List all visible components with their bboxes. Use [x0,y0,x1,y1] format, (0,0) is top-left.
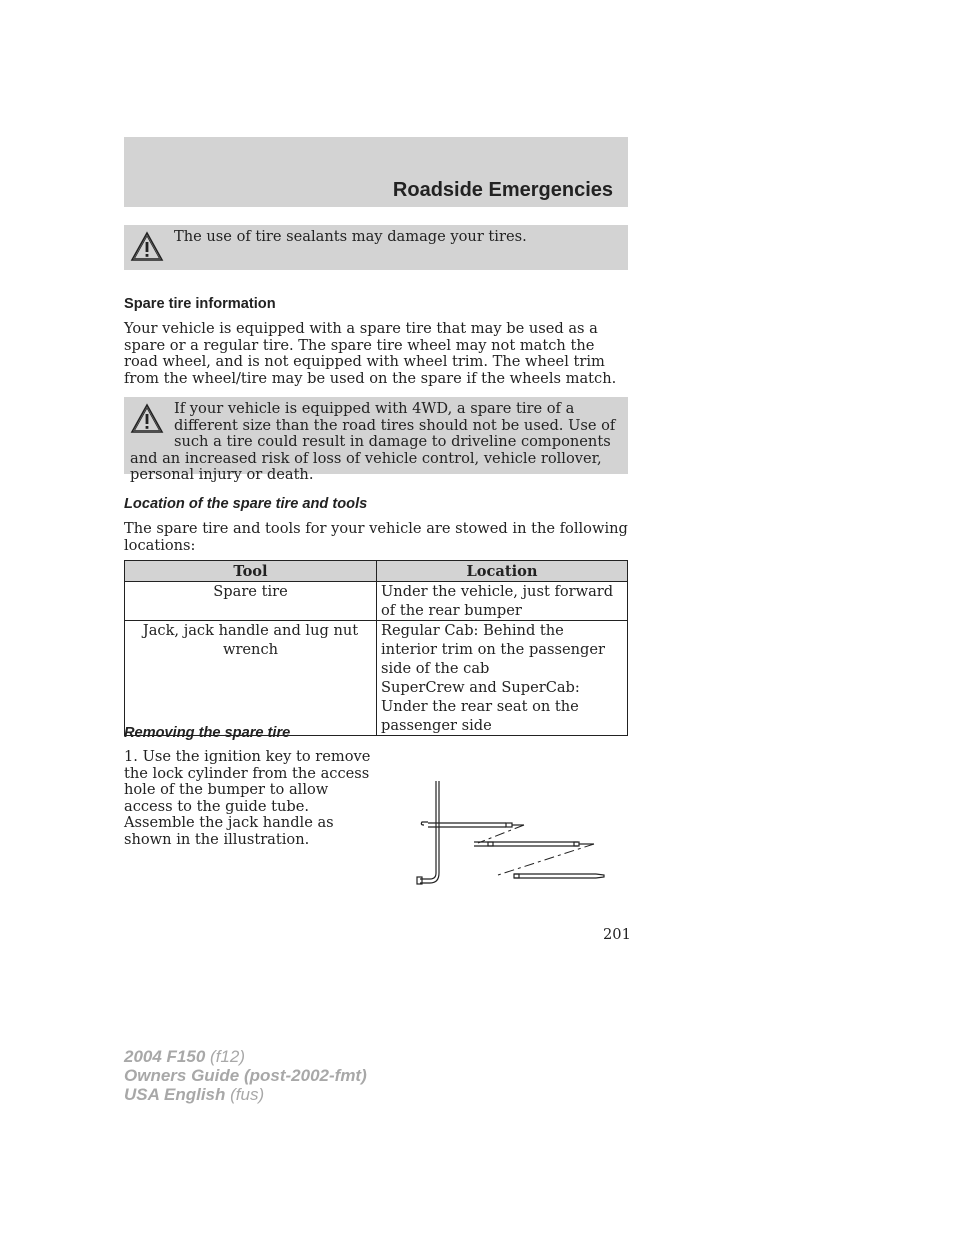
extension-rod-top [428,823,524,827]
location-line: Regular Cab: Behind the interior trim on the passenger side of the cab [381,622,605,677]
warning-triangle-icon [130,403,164,435]
heading-location-of-spare: Location of the spare tire and tools [124,496,368,512]
paragraph-spare-info: Your vehicle is equipped with a spare tire that may be used as a spare or a regular tire. The spare tire wheel may not match the road wheel, and is not equipped with wheel trim. The wheel trim from the wheel/tire may be used on the spare if the wheels match. [124,320,617,387]
cell-tool: Spare tire [125,582,377,621]
cell-tool: Jack, jack handle and lug nut wrench [125,621,377,736]
warning-box-4wd [124,397,628,483]
footer-guide-name: Owners Guide (post-2002-fmt) [124,1066,367,1085]
paragraph-location: The spare tire and tools for your vehicle are stowed in the following locations: [124,520,628,554]
column-header-location: Location [377,561,628,582]
warning-text: If your vehicle is equipped with 4WD, a spare tire of a different size than the road tires should not be used. Use of such a tire could result in damage to driveline components and an increased risk of loss of vehicle control, vehicle rollover, personal injury or death. [130,400,616,483]
warning-triangle-icon [130,231,164,263]
cell-location [377,582,628,621]
extension-rod-middle [474,842,594,846]
tool-location-table [124,560,628,736]
step-1-text: 1. Use the ignition key to remove the lock cylinder from the access hole of the bumper to allow access to the guide tube. Assemble the jack handle as shown in the illustration. [124,748,371,848]
section-header-band [124,137,628,207]
location-line: SuperCrew and SuperCab: Under the rear seat on the passenger side [381,679,580,734]
location-line: Under the vehicle, just forward of the rear bumper [381,583,614,619]
assembly-guide-lines [478,825,594,875]
lug-wrench-handle [417,781,439,884]
warning-box-sealants [124,225,628,270]
footer-line-3 [124,1085,367,1104]
footer-model: 2004 F150 [124,1047,206,1066]
table-header-row [125,561,628,582]
table-row [125,621,628,736]
column-header-tool: Tool [125,561,377,582]
table-row [125,582,628,621]
page-number: 201 [603,926,631,943]
heading-spare-tire-information: Spare tire information [124,296,276,312]
heading-removing-spare: Removing the spare tire [124,725,291,741]
footer-line-1 [124,1047,367,1066]
footer-model-code: (f12) [210,1047,245,1066]
cell-location [377,621,628,736]
extension-rod-bottom [514,874,604,878]
jack-handle-assembly-illustration [410,775,610,890]
footer-language-code: (fus) [230,1085,265,1104]
footer-language: USA English [124,1085,226,1104]
section-title: Roadside Emergencies [392,179,613,201]
warning-text: The use of tire sealants may damage your tires. [174,228,527,245]
document-footer [124,1047,367,1104]
footer-line-2 [124,1066,367,1085]
